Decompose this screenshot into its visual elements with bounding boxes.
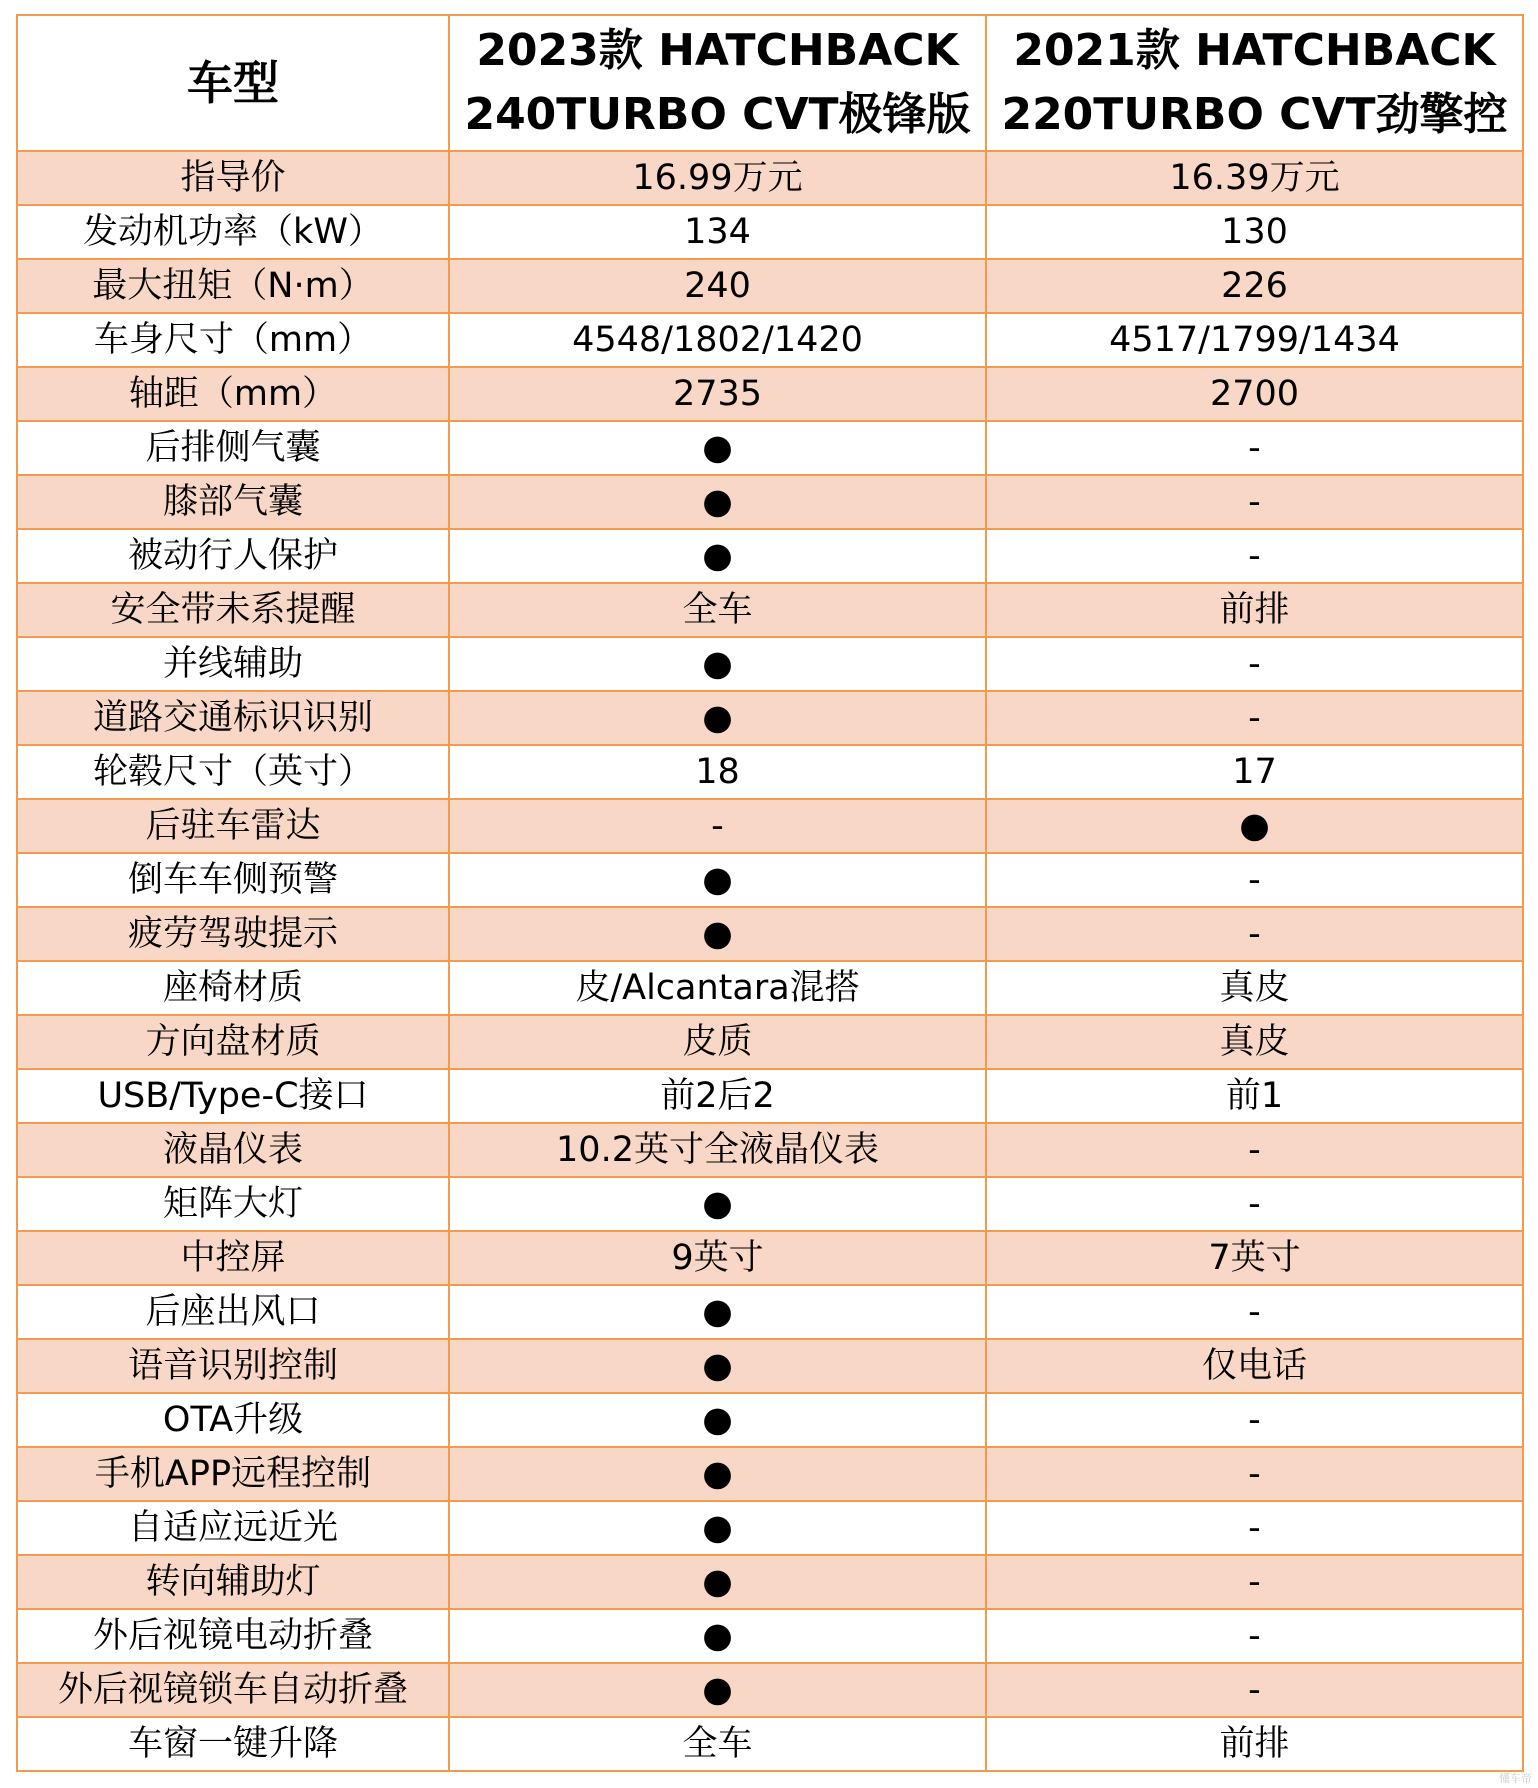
header-row [17, 15, 1523, 151]
spec-2023-cell: 16.99万元 [449, 151, 986, 205]
spec-label-cell: 语音识别控制 [17, 1339, 449, 1393]
spec-2021-cell: 130 [986, 205, 1523, 259]
spec-2023-cell: ● [449, 529, 986, 583]
spec-label-cell: 座椅材质 [17, 961, 449, 1015]
header-2023-line2: 240TURBO CVT极锋版 [464, 89, 971, 140]
table-row [17, 907, 1523, 961]
spec-label-cell: 后座出风口 [17, 1285, 449, 1339]
spec-2023-cell: ● [449, 691, 986, 745]
spec-2021-cell: 4517/1799/1434 [986, 313, 1523, 367]
spec-label-cell: 车身尺寸（mm） [17, 313, 449, 367]
spec-2023-cell: 18 [449, 745, 986, 799]
table-row [17, 745, 1523, 799]
table-row [17, 151, 1523, 205]
table-row [17, 1339, 1523, 1393]
spec-2023-cell: ● [449, 1609, 986, 1663]
spec-label-cell: 膝部气囊 [17, 475, 449, 529]
spec-2021-cell: 226 [986, 259, 1523, 313]
spec-2021-cell: 2700 [986, 367, 1523, 421]
spec-2021-cell: - [986, 637, 1523, 691]
spec-2021-cell: ● [986, 799, 1523, 853]
spec-2021-cell: 前排 [986, 1717, 1523, 1771]
spec-label-cell: 液晶仪表 [17, 1123, 449, 1177]
spec-label-cell: 轴距（mm） [17, 367, 449, 421]
spec-2023-cell: 皮/Alcantara混搭 [449, 961, 986, 1015]
spec-2023-cell: 10.2英寸全液晶仪表 [449, 1123, 986, 1177]
table-row [17, 1555, 1523, 1609]
spec-label-cell: 安全带未系提醒 [17, 583, 449, 637]
spec-2021-cell: - [986, 1663, 1523, 1717]
spec-2021-cell: - [986, 1123, 1523, 1177]
spec-2023-cell: 皮质 [449, 1015, 986, 1069]
spec-2023-cell: 全车 [449, 583, 986, 637]
spec-label-cell: 手机APP远程控制 [17, 1447, 449, 1501]
spec-2023-cell: ● [449, 1447, 986, 1501]
spec-2021-cell: 前排 [986, 583, 1523, 637]
table-row [17, 421, 1523, 475]
spec-2023-cell: ● [449, 1501, 986, 1555]
table-row [17, 1123, 1523, 1177]
spec-2021-cell: 真皮 [986, 961, 1523, 1015]
header-2021-line1: 2021款 HATCHBACK [1013, 25, 1496, 76]
table-row [17, 1447, 1523, 1501]
spec-2023-cell: ● [449, 853, 986, 907]
spec-2021-cell: - [986, 907, 1523, 961]
table-row [17, 961, 1523, 1015]
table-row [17, 1015, 1523, 1069]
spec-2023-cell: ● [449, 1555, 986, 1609]
spec-label-cell: 后驻车雷达 [17, 799, 449, 853]
spec-2021-cell: 真皮 [986, 1015, 1523, 1069]
spec-2021-cell: - [986, 1501, 1523, 1555]
spec-2021-cell: 前1 [986, 1069, 1523, 1123]
spec-2023-cell: ● [449, 637, 986, 691]
spec-2021-cell: - [986, 421, 1523, 475]
spec-2021-cell: - [986, 529, 1523, 583]
spec-2023-cell: 4548/1802/1420 [449, 313, 986, 367]
spec-label-cell: 自适应远近光 [17, 1501, 449, 1555]
spec-label-cell: OTA升级 [17, 1393, 449, 1447]
spec-2021-cell: 仅电话 [986, 1339, 1523, 1393]
spec-2023-cell: - [449, 799, 986, 853]
table-row [17, 205, 1523, 259]
spec-2021-cell: 16.39万元 [986, 151, 1523, 205]
table-row [17, 691, 1523, 745]
spec-2023-cell: ● [449, 1177, 986, 1231]
table-row [17, 1717, 1523, 1771]
spec-2021-cell: - [986, 691, 1523, 745]
spec-2021-cell: - [986, 1177, 1523, 1231]
table-row [17, 1231, 1523, 1285]
watermark: 懂车帝 [1499, 1772, 1532, 1785]
table-header [17, 15, 1523, 151]
header-2021-line2: 220TURBO CVT劲擎控 [1001, 89, 1508, 140]
spec-2021-cell: - [986, 853, 1523, 907]
spec-2023-cell: 2735 [449, 367, 986, 421]
spec-comparison-table [16, 14, 1524, 1772]
spec-2021-cell: - [986, 1609, 1523, 1663]
spec-label-cell: USB/Type-C接口 [17, 1069, 449, 1123]
spec-2023-cell: 240 [449, 259, 986, 313]
spec-label-cell: 疲劳驾驶提示 [17, 907, 449, 961]
table-row [17, 259, 1523, 313]
spec-2021-cell: - [986, 475, 1523, 529]
table-row [17, 853, 1523, 907]
spec-label-cell: 后排侧气囊 [17, 421, 449, 475]
spec-2023-cell: ● [449, 421, 986, 475]
spec-label-cell: 倒车车侧预警 [17, 853, 449, 907]
spec-label-cell: 并线辅助 [17, 637, 449, 691]
table-body [17, 151, 1523, 1771]
spec-label-cell: 车窗一键升降 [17, 1717, 449, 1771]
spec-2023-cell: ● [449, 1663, 986, 1717]
header-2023-model [449, 15, 986, 151]
spec-2023-cell: ● [449, 1285, 986, 1339]
spec-2021-cell: 7英寸 [986, 1231, 1523, 1285]
spec-label-cell: 被动行人保护 [17, 529, 449, 583]
spec-label-cell: 发动机功率（kW） [17, 205, 449, 259]
spec-2021-cell: - [986, 1447, 1523, 1501]
spec-2023-cell: ● [449, 1393, 986, 1447]
header-2023-line1: 2023款 HATCHBACK [476, 25, 959, 76]
spec-2023-cell: ● [449, 475, 986, 529]
table-row [17, 583, 1523, 637]
table-row [17, 529, 1523, 583]
table-row [17, 1177, 1523, 1231]
spec-label-cell: 矩阵大灯 [17, 1177, 449, 1231]
table-row [17, 475, 1523, 529]
spec-label-cell: 外后视镜电动折叠 [17, 1609, 449, 1663]
spec-2021-cell: - [986, 1393, 1523, 1447]
table-row [17, 313, 1523, 367]
spec-label-cell: 中控屏 [17, 1231, 449, 1285]
spec-2023-cell: 全车 [449, 1717, 986, 1771]
spec-label-cell: 轮毂尺寸（英寸） [17, 745, 449, 799]
table-row [17, 1501, 1523, 1555]
spec-2023-cell: ● [449, 1339, 986, 1393]
table-row [17, 1069, 1523, 1123]
table-row [17, 1663, 1523, 1717]
header-2021-model [986, 15, 1523, 151]
table-row [17, 1393, 1523, 1447]
spec-label-cell: 道路交通标识识别 [17, 691, 449, 745]
header-model-label: 车型 [17, 15, 449, 151]
spec-2021-cell: - [986, 1555, 1523, 1609]
spec-label-cell: 最大扭矩（N·m） [17, 259, 449, 313]
spec-2021-cell: - [986, 1285, 1523, 1339]
spec-2023-cell: 134 [449, 205, 986, 259]
table-row [17, 637, 1523, 691]
table-row [17, 367, 1523, 421]
spec-label-cell: 指导价 [17, 151, 449, 205]
table-row [17, 1609, 1523, 1663]
table-row [17, 1285, 1523, 1339]
spec-2023-cell: 9英寸 [449, 1231, 986, 1285]
table-row [17, 799, 1523, 853]
spec-2023-cell: 前2后2 [449, 1069, 986, 1123]
spec-2023-cell: ● [449, 907, 986, 961]
spec-2021-cell: 17 [986, 745, 1523, 799]
spec-label-cell: 外后视镜锁车自动折叠 [17, 1663, 449, 1717]
spec-label-cell: 方向盘材质 [17, 1015, 449, 1069]
spec-label-cell: 转向辅助灯 [17, 1555, 449, 1609]
